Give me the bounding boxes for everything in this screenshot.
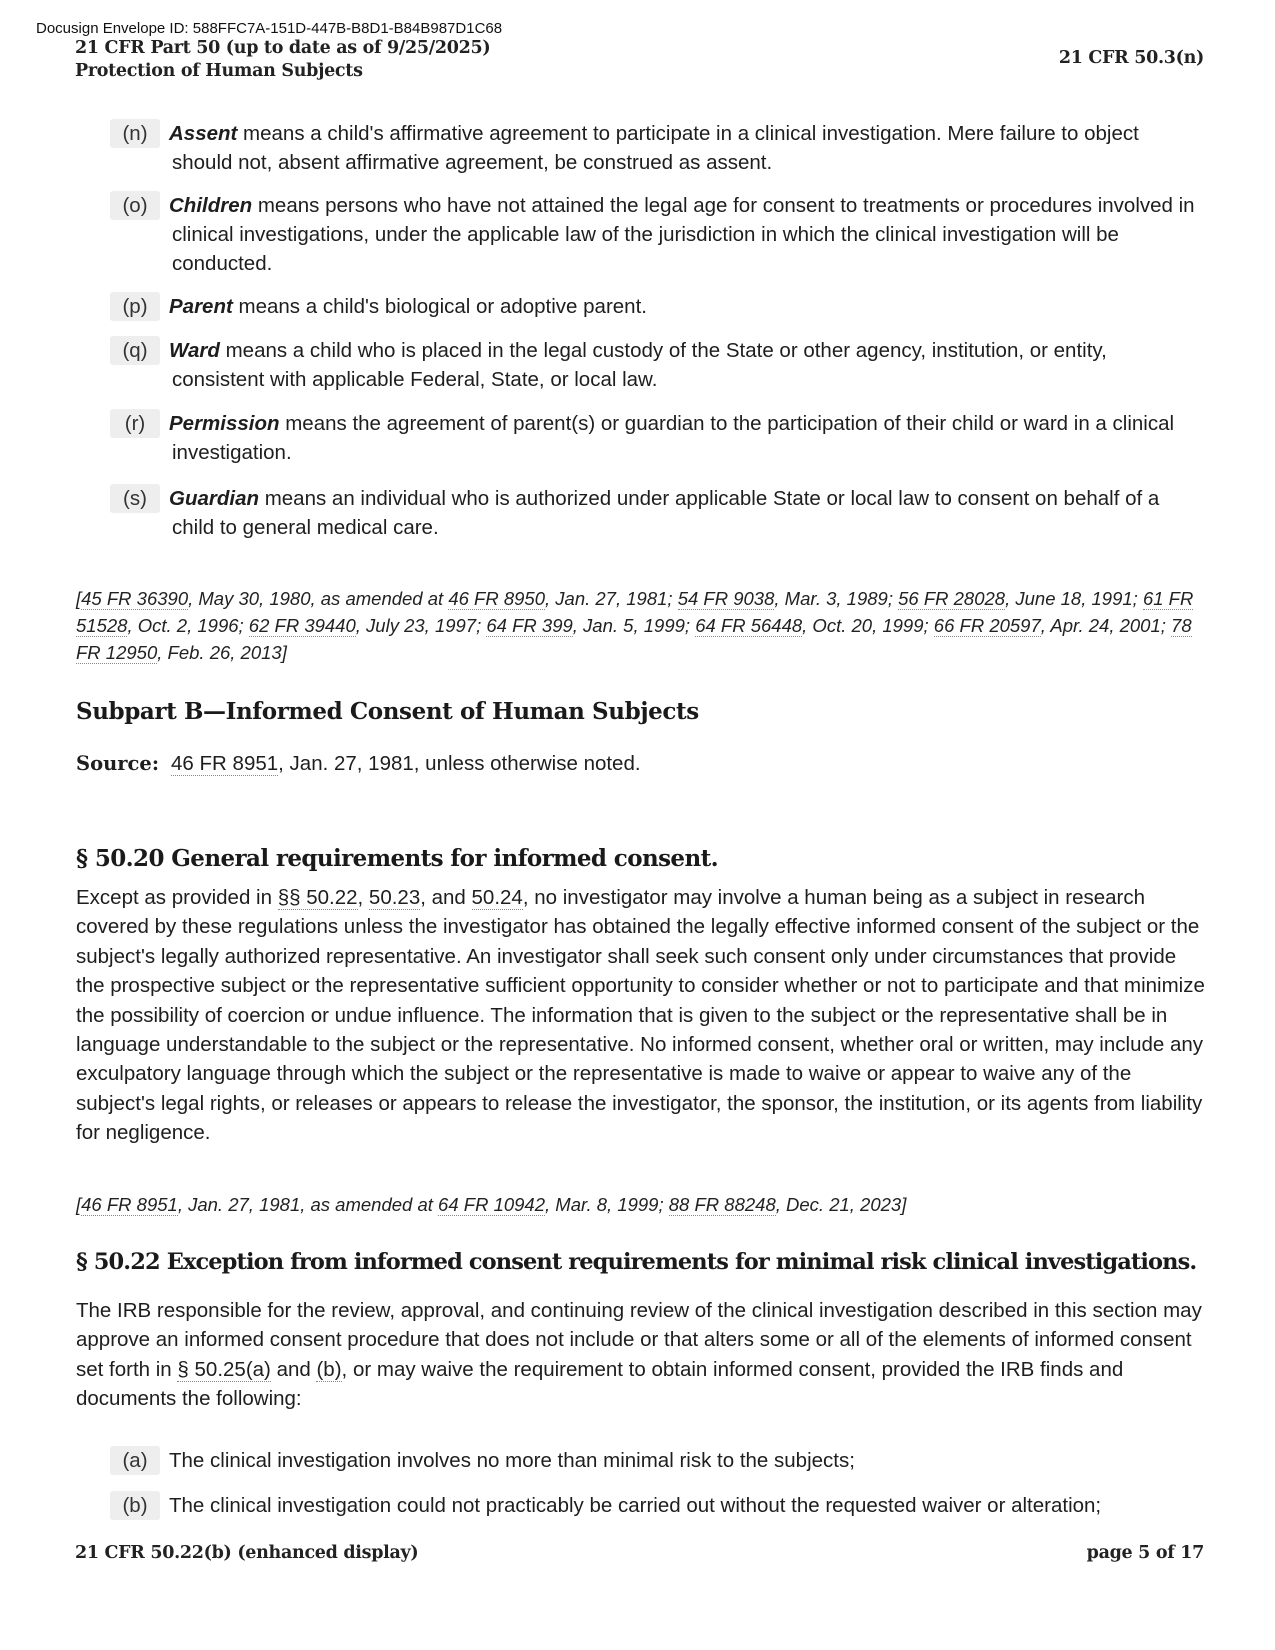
fr-link[interactable]: 64 FR 56448 (695, 615, 803, 636)
fr-link[interactable]: 56 FR 28028 (898, 588, 1006, 609)
section-50-22-body: The IRB responsible for the review, approval, and continuing review of the clinical investigation described in this section may approve an informed consent procedure that does not include or that alters some or all of the elements of informed consent set forth in § 50.25(a) and (b), or may waive the requirement to obtain informed consent, provided the IRB finds and documents the following: (76, 1299, 1202, 1411)
criterion-a (110, 1446, 1200, 1475)
paragraph-label: (q) (110, 336, 160, 365)
criterion-b (110, 1491, 1200, 1520)
section-link[interactable]: § 50.25(a) (177, 1357, 271, 1381)
amendment-citation: [46 FR 8951, Jan. 27, 1981, as amended at 64 FR 10942, Mar. 8, 1999; 88 FR 88248, Dec. 21, 2023] (76, 1194, 907, 1215)
paragraph-label: (r) (110, 409, 160, 438)
defined-term: Ward (169, 339, 220, 362)
page-number: page 5 of 17 (1086, 1543, 1204, 1563)
definition-text: means an individual who is authorized under applicable State or local law to consent on behalf of a child to general medical care. (172, 487, 1160, 539)
definition-o (110, 191, 1200, 278)
defined-term: Children (169, 194, 253, 217)
page-header-title (75, 37, 490, 83)
paragraph-label: (b) (110, 1491, 160, 1520)
definition-text: means the agreement of parent(s) or guardian to the participation of their child or ward in a clinical investigation. (172, 412, 1175, 464)
section-link[interactable]: 50.23 (368, 886, 421, 909)
header-part-title: 21 CFR Part 50 (up to date as of 9/25/2025) (75, 38, 491, 58)
docusign-envelope-id: Docusign Envelope ID: 588FFC7A-151D-447B-B8D1-B84B987D1C68 (36, 20, 503, 37)
fr-link[interactable]: 64 FR 399 (486, 615, 573, 636)
source-line: Source: 46 FR 8951, Jan. 27, 1981, unless otherwise noted. (76, 752, 641, 775)
header-section-ref: 21 CFR 50.3(n) (1058, 48, 1204, 68)
defined-term: Assent (169, 122, 238, 145)
fr-link[interactable]: 88 FR 88248 (668, 1194, 776, 1215)
paragraph-label: (p) (110, 292, 160, 321)
paragraph-label: (s) (110, 484, 160, 513)
section-heading-50-20: § 50.20 General requirements for informed consent. (76, 845, 719, 872)
fr-link[interactable]: 54 FR 9038 (677, 588, 775, 609)
defined-term: Permission (169, 412, 280, 435)
fr-link[interactable]: 46 FR 8950 (448, 588, 545, 609)
paragraph-label: (o) (110, 191, 160, 220)
definition-n (110, 119, 1200, 177)
paragraph-label: (n) (110, 119, 160, 148)
section-link[interactable]: 50.24 (471, 886, 523, 909)
criterion-text: The clinical investigation involves no more than minimal risk to the subjects; (169, 1449, 855, 1472)
fr-link[interactable]: 61 FR 51528 (76, 588, 1194, 636)
fr-link[interactable]: 78 FR 12950 (76, 615, 1192, 663)
fr-link[interactable]: 46 FR 8951 (171, 752, 279, 775)
section-link[interactable]: (b) (316, 1357, 342, 1381)
definition-text: means persons who have not attained the legal age for consent to treatments or procedures involved in clinical investigations, under the applicable law of the jurisdiction in which the clinical investigation will be conducted. (172, 194, 1195, 275)
section-50-20-body: Except as provided in §§ 50.22, 50.23, and 50.24, no investigator may involve a human being as a subject in research covered by these regulations unless the investigator has obtained the legally effective informed consent of the subject or the subject's legally authorized representative. An investigator shall seek such consent only under circumstances that provide the prospective subject or the representative sufficient opportunity to consider whether or not to participate and that minimize the possibility of coercion or undue influence. The information that is given to the subject or the representative shall be in language understandable to the subject or the representative. No informed consent, whether oral or written, may include any exculpatory language through which the subject or the representative is made to waive or appear to waive any of the subject's legal rights, or releases or appears to release the investigator, the sponsor, the institution, or its agents from liability for negligence. (76, 886, 1205, 1145)
definition-p (110, 292, 1200, 321)
fr-link[interactable]: 46 FR 8951 (81, 1194, 178, 1215)
paragraph-label: (a) (110, 1446, 160, 1475)
section-link[interactable]: §§ 50.22 (277, 886, 358, 909)
header-part-subtitle: Protection of Human Subjects (75, 61, 363, 81)
definition-r (110, 409, 1200, 467)
fr-link[interactable]: 62 FR 39440 (248, 615, 356, 636)
defined-term: Guardian (169, 487, 259, 510)
fr-link[interactable]: 45 FR 36390 (81, 588, 189, 609)
section-heading-50-22: § 50.22 Exception from informed consent requirements for minimal risk clinical investigations. (76, 1249, 1197, 1275)
definition-q (110, 336, 1200, 394)
amendment-citation: [45 FR 36390, May 30, 1980, as amended at 46 FR 8950, Jan. 27, 1981; 54 FR 9038, Mar. 3, 1989; 56 FR 28028, June 18, 1991; 61 FR 51528, Oct. 2, 1996; 62 FR 39440, July 23, 1997; 64 FR 399, Jan. 5, 1999; 64 FR 56448, Oct. 20, 1999; 66 FR 20597, Apr. 24, 2001; 78 FR 12950, Feb. 26, 2013] (76, 588, 1194, 663)
criterion-text: The clinical investigation could not practicably be carried out without the requested waiver or alteration; (169, 1494, 1102, 1517)
definition-text: means a child's affirmative agreement to participate in a clinical investigation. Mere failure to object should not, absent affirmative agreement, be construed as assent. (172, 122, 1139, 174)
source-label: Source: (76, 752, 160, 775)
fr-link[interactable]: 64 FR 10942 (438, 1194, 546, 1215)
definition-s (110, 484, 1200, 542)
definition-text: means a child who is placed in the legal custody of the State or other agency, institution, or entity, consistent with applicable Federal, State, or local law. (172, 339, 1107, 391)
subpart-heading: Subpart B—Informed Consent of Human Subjects (76, 698, 699, 725)
defined-term: Parent (169, 295, 233, 318)
footer-display-ref: 21 CFR 50.22(b) (enhanced display) (75, 1543, 419, 1563)
fr-link[interactable]: 66 FR 20597 (933, 615, 1041, 636)
definition-text: means a child's biological or adoptive parent. (232, 295, 647, 318)
